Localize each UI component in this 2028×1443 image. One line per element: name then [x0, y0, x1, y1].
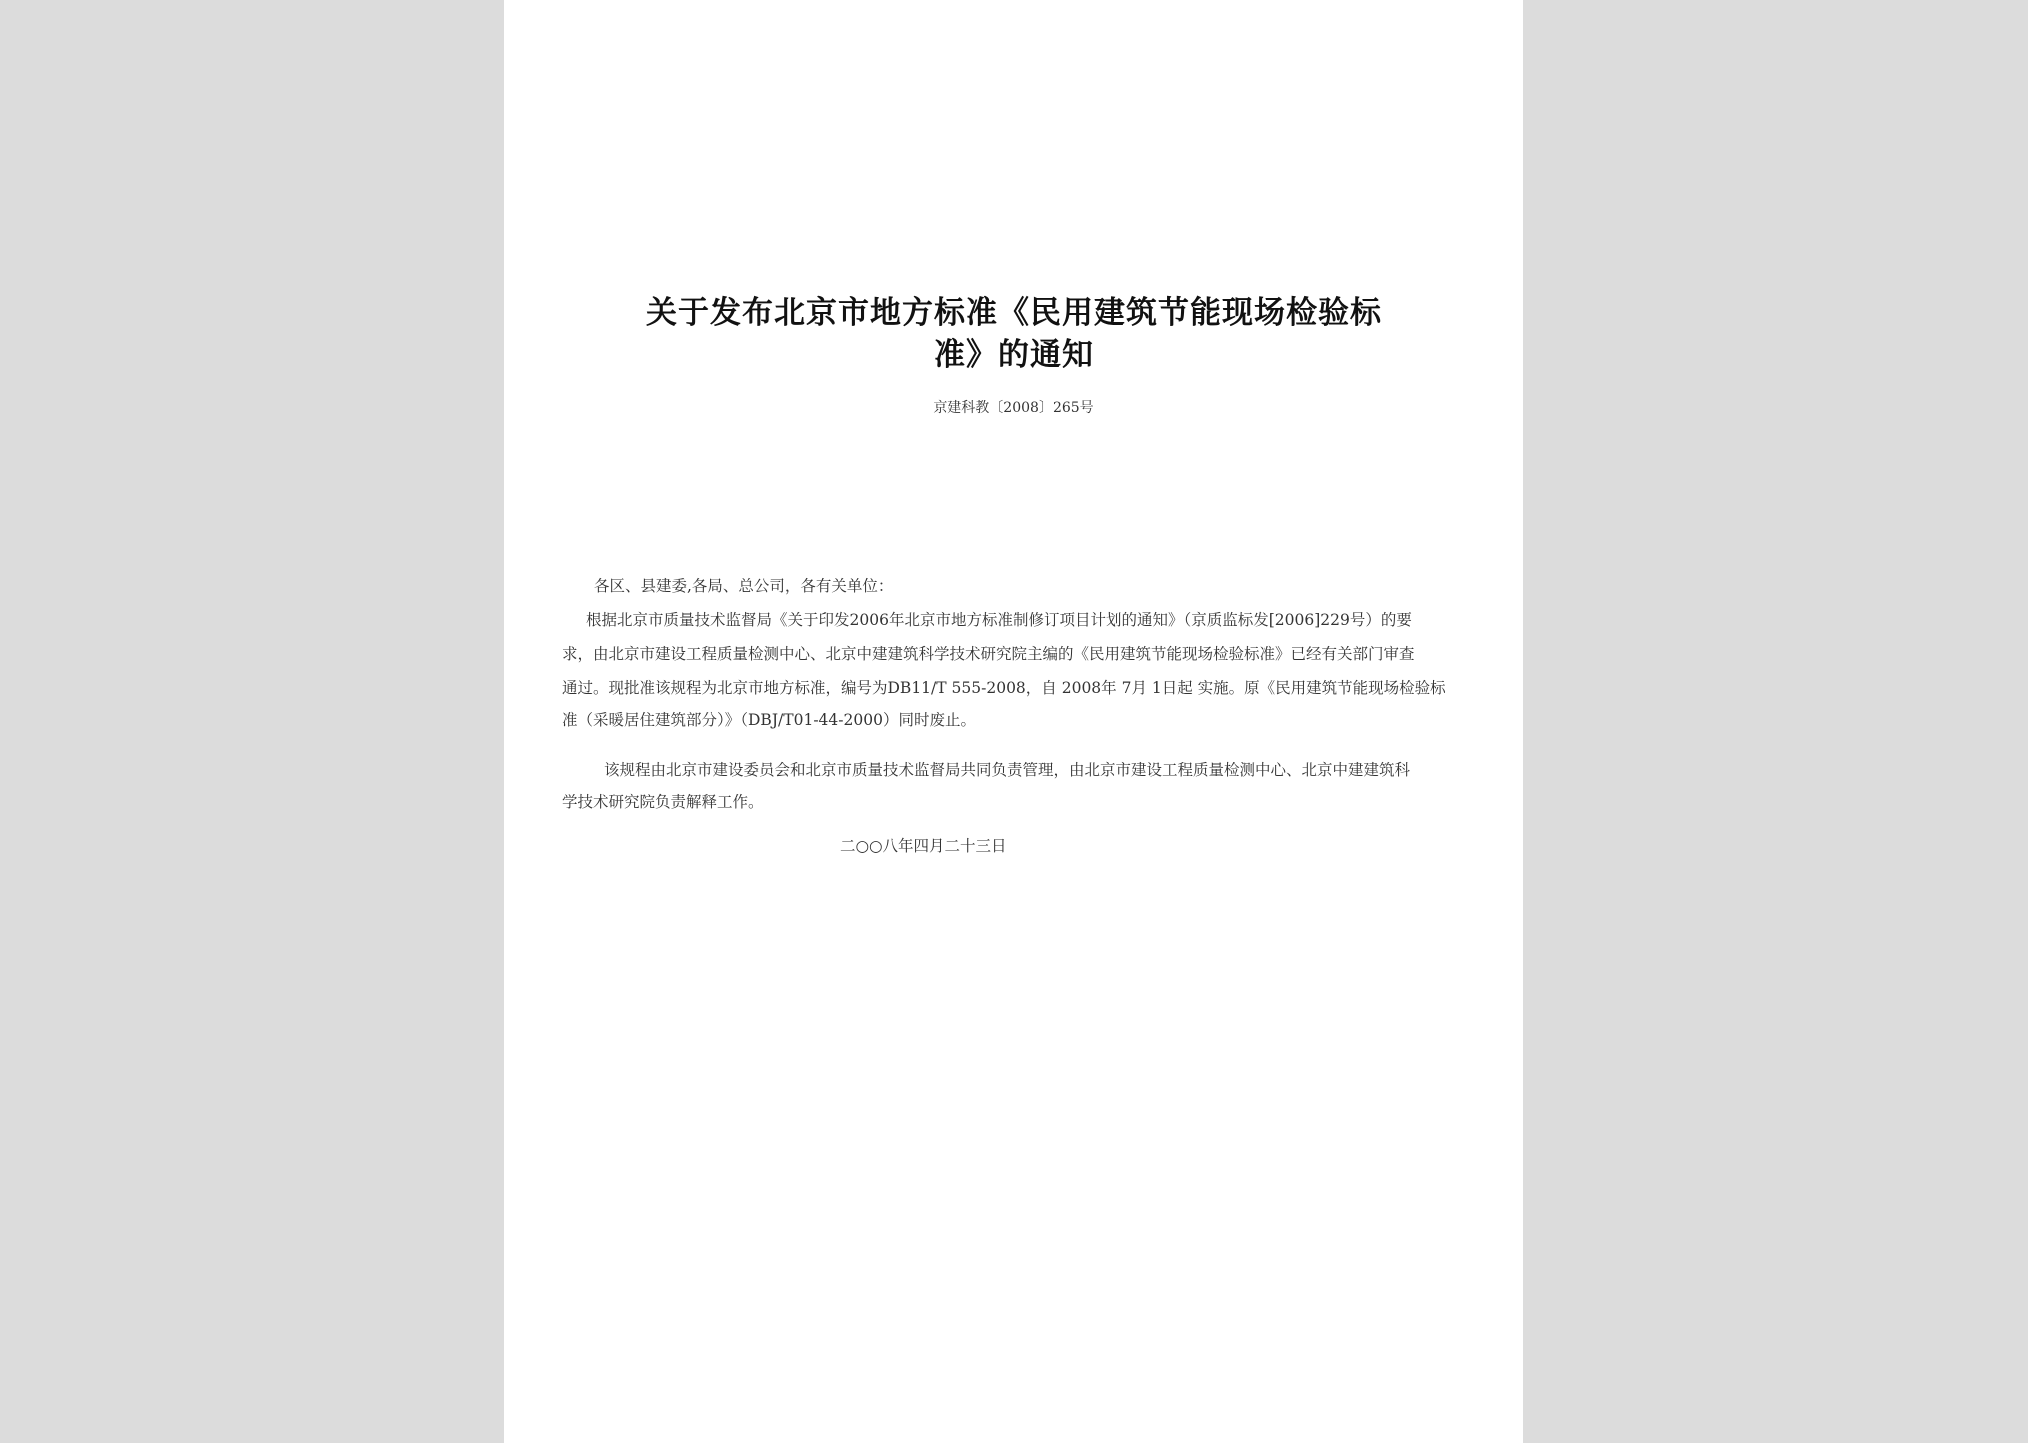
- document-page: [504, 0, 1523, 1443]
- paragraph-2-line-1: 该规程由北京市建设委员会和北京市质量技术监督局共同负责管理，由北京市建设工程质量检测中心、北京中建建筑科: [604, 761, 1411, 779]
- paragraph-1-line-2: 求，由北京市建设工程质量检测中心、北京中建建筑科学技术研究院主编的《民用建筑节能现场检验标准》已经有关部门审查: [562, 645, 1415, 663]
- paragraph-1-line-4: 准（采暖居住建筑部分）》（DBJ/T01-44-2000）同时废止。: [562, 711, 976, 729]
- document-date: 二○○八年四月二十三日: [840, 837, 1007, 855]
- document-title-line-2: 准》的通知: [934, 337, 1094, 373]
- paragraph-2-line-2: 学技术研究院负责解释工作。: [562, 793, 764, 811]
- document-title-line-1: 关于发布北京市地方标准《民用建筑节能现场检验标: [646, 295, 1382, 331]
- paragraph-1-line-1: 根据北京市质量技术监督局《关于印发2006年北京市地方标准制修订项目计划的通知》（京质监标发[2006]229号）的要: [586, 611, 1412, 629]
- salutation: 各区、县建委,各局、总公司，各有关单位：: [594, 577, 894, 595]
- paragraph-1-line-3: 通过。现批准该规程为北京市地方标准，编号为DB11/T 555-2008，自 2008年 7月 1日起 实施。原《民用建筑节能现场检验标: [562, 679, 1446, 697]
- document-number: 京建科教〔2008〕265号: [933, 400, 1094, 416]
